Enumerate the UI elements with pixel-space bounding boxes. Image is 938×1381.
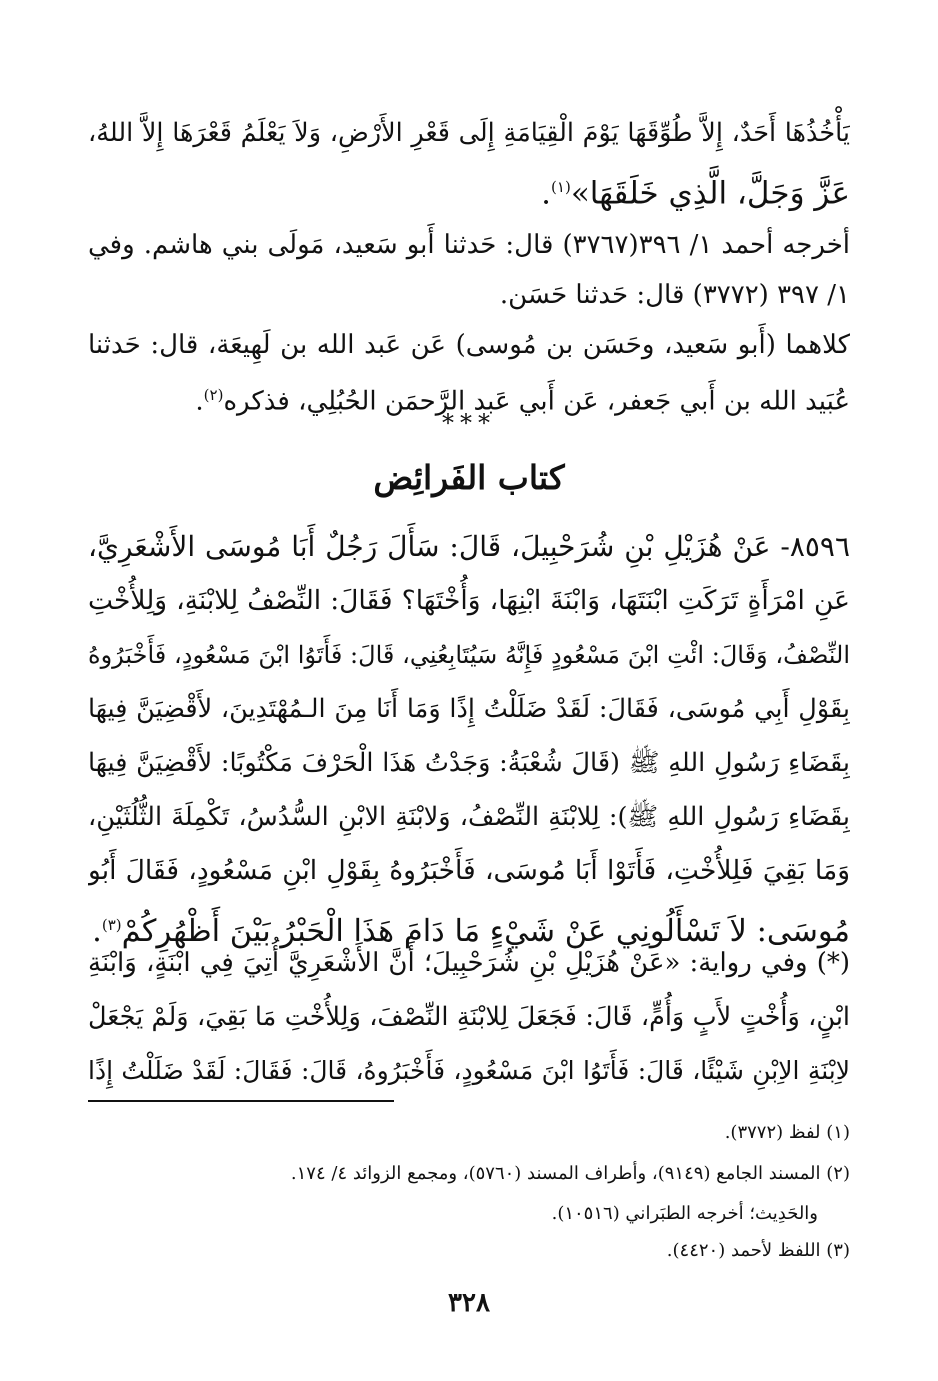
text-line: النِّصْفُ، وَقَالَ: ائْتِ ابْنَ مَسْعُودٍ فَإِنَّهُ سَيُتَابِعُنِي، قَالَ: فَأَتَوُا ابْنَ مَسْعُودٍ، فَأَخْبَرُوهُ: [88, 641, 850, 669]
footnote-2-continued: والحَدِيث؛ أخرجه الطبَراني (١٠٥١٦).: [551, 1203, 818, 1224]
riwaya-paragraph: [88, 936, 850, 1098]
text-line: عَنِ امْرَأَةٍ تَرَكَتِ ابْنَتَهَا، وَابْنَةَ ابْنِهَا، وَأُخْتَهَا؟ فَقَالَ: النِّصْفُ لِلابْنَةِ، وَلِلأُخْتِ: [88, 585, 850, 616]
page-number: ٣٢٨: [448, 1288, 490, 1318]
footnote-ref: (١): [551, 178, 571, 196]
footnote-ref: (٢): [203, 386, 224, 404]
text-segment: عُبَيد الله بن أَبي جَعفر، عَن أَبي عَبد الرَّحمَن الحُبُلِي، فذكره: [223, 386, 850, 417]
text-line: يَأْخُذُهَا أَحَدٌ، إِلاَّ طُوِّقَهَا يَوْمَ الْقِيَامَةِ إِلَى قَعْرِ الأَرْضِ، وَلاَ يَعْلَمُ قَعْرَهَا إِلاَّ اللهُ،: [88, 118, 850, 148]
text-line: بِقَوْلِ أَبِي مُوسَى، فَقَالَ: لَقَدْ ضَلَلْتُ إِذًا وَمَا أَنَا مِنَ الـمُهْتَدِينَ، لأَقْضِيَنَّ فِيهَا: [88, 694, 850, 724]
footnote-divider: [88, 1100, 394, 1102]
text-line: أخرجه أحمد ١/ ٣٩٦(٣٧٦٧) قال: حَدثنا أَبو سَعيد، مَولَى بني هاشم. وفي: [88, 230, 850, 260]
text-segment: مُوسَى: لاَ تَسْأَلُونِي عَنْ شَيْءٍ مَا دَامَ هَذَا الْحَبْرُ بَيْنَ أَظْهُرِكُمْ: [121, 914, 850, 950]
footnote-2: (٢) المسند الجامع (٩١٤٩)، وأطراف المسند (٥٧٦٠)، ومجمع الزوائد ٤/ ١٧٤.: [290, 1163, 850, 1184]
footnote-ref: (٣): [101, 916, 122, 934]
text-line: بِقَضَاءِ رَسُولِ اللهِ ﷺ): لِلابْنَةِ النِّصْفُ، وَلابْنَةِ الابْنِ السُّدُسُ، تَكْمِلَةَ الثُّلُثَيْنِ،: [88, 802, 850, 832]
text-line: ابْنٍ، وَأُخْتٍ لأَبٍ وَأُمٍّ، قَالَ: فَجَعَلَ لِلابْنَةِ النِّصْفَ، وَلِلأُخْتِ مَا بَقِيَ، وَلَمْ يَجْعَلْ: [88, 1002, 850, 1032]
text-line: [88, 160, 850, 220]
text-line: وَمَا بَقِيَ فَلِلأُخْتِ، فَأَتَوْا أَبَا مُوسَى، فَأَخْبَرُوهُ بِقَوْلِ ابْنِ مَسْعُودٍ، فَقَالَ أَبُو: [88, 855, 850, 886]
hadith-intro: [88, 106, 850, 220]
text-segment: .: [92, 914, 102, 950]
hadith-8596: [88, 520, 850, 959]
text-line: بِقَضَاءِ رَسُولِ اللهِ ﷺ (قَالَ شُعْبَةُ: وَجَدْتُ هَذَا الْحَرْفَ مَكْتُوبًا: لأَقْضِيَنَّ فِيهَا: [88, 748, 850, 778]
text-segment: .: [195, 386, 204, 417]
text-line: لاِبْنَةِ الاِبْنِ شَيْئًا، قَالَ: فَأَتَوُا ابْنَ مَسْعُودٍ، فَأَخْبَرُوهُ، قَالَ: فَقَالَ: لَقَدْ ضَلَلْتُ إِذًا: [88, 1056, 850, 1085]
chapter-title: كتاب الفَرائِض: [373, 458, 565, 497]
footnote-3: (٣) اللفظ لأحمد (٤٤٢٠).: [666, 1240, 850, 1261]
section-separator: ***: [442, 409, 496, 437]
text-line: (*) وفي رواية: «عَنْ هُزَيْلِ بْنِ شُرَحْبِيلَ؛ أَنَّ الأَشْعَرِيَّ أُتِيَ فِي ابْنَةٍ، وَابْنَةِ: [88, 948, 850, 978]
text-segment: عَزَّ وَجَلَّ، الَّذِي خَلَقَهَا»: [570, 175, 850, 212]
text-line: كلاهما (أَبو سَعيد، وحَسَن بن مُوسى) عَن عَبد الله بن لَهِيعَة، قال: حَدثنا: [88, 330, 850, 360]
text-line: ١/ ٣٩٧ (٣٧٧٢) قال: حَدثنا حَسَن.: [499, 280, 850, 310]
takhrij-paragraph-1: [88, 220, 850, 320]
text-segment: .: [541, 175, 552, 212]
footnote-1: (١) لفظ (٣٧٧٢).: [724, 1122, 850, 1143]
text-line: ٨٥٩٦- عَنْ هُزَيْلِ بْنِ شُرَحْبِيلَ، قَالَ: سَأَلَ رَجُلٌ أَبَا مُوسَى الأَشْعَرِيَّ،: [88, 530, 850, 563]
